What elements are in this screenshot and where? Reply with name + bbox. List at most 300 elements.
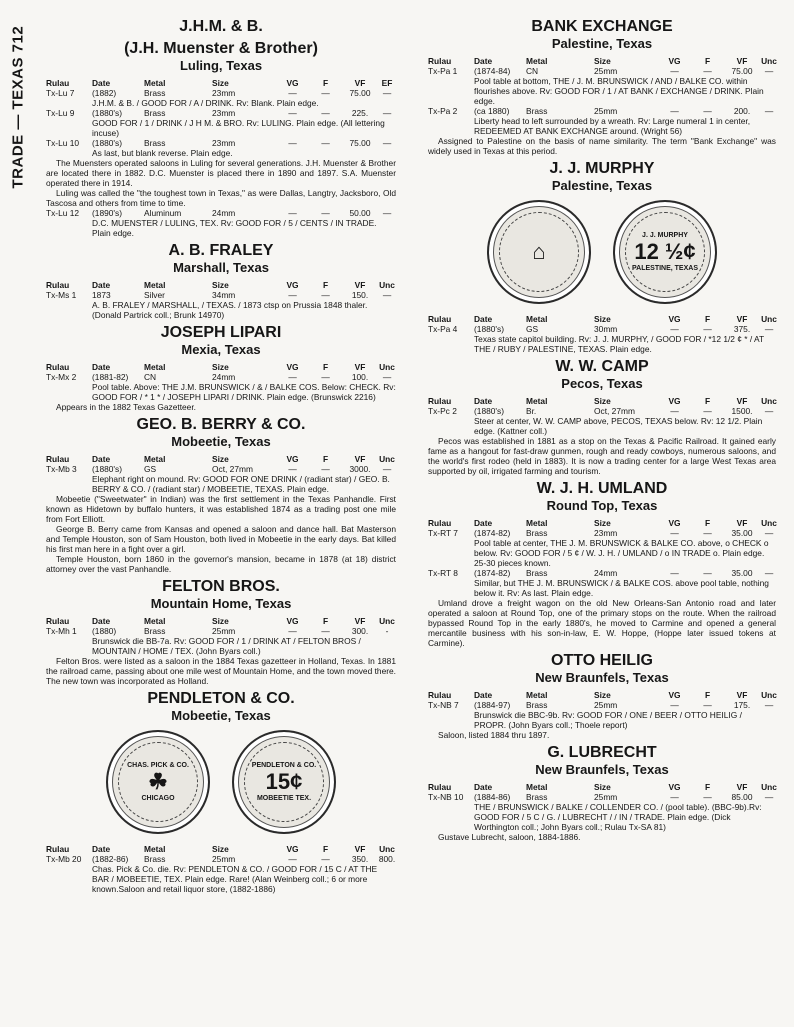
column-header: Metal (526, 396, 548, 406)
column-header: Date (92, 454, 111, 464)
table-cell: — (288, 464, 297, 474)
table-cell: 23mm (212, 108, 236, 118)
side-label (6, 25, 30, 200)
coin-legend-bottom: CHICAGO (141, 795, 175, 802)
column-header: VF (354, 362, 366, 372)
table-cell: — (288, 208, 297, 218)
column-header: VF (354, 844, 366, 854)
coin-rim (244, 742, 324, 822)
table-cell: Tx-Lu 7 (46, 88, 75, 98)
token-section (46, 323, 396, 412)
note-paragraph: Mobeetie ("Sweetwater" in Indian) was the first settlement in the Texas Panhandle. First known as Hidetown by buffalo hunters, it was established 1874 as a trading post one mile from Fort Elliott. (46, 494, 396, 524)
table-cell: — (321, 626, 330, 636)
token-description: D.C. MUENSTER / LULING, TEX. Rv: GOOD FOR / 5 / CENTS / IN TRADE. Plain edge. (92, 218, 377, 238)
table-cell: Tx-Lu 10 (46, 138, 80, 148)
table-cell: (ca 1880) (474, 106, 510, 116)
table-cell: Tx-Pa 4 (428, 324, 458, 334)
table-row (428, 106, 776, 116)
token-section (46, 689, 396, 894)
token-description: Chas. Pick & Co. die. Rv: PENDLETON & CO. / GOOD FOR / 15 C / AT THE BAR / MOBEETIE, TEX. Plain edge. Rare! (Alan Weinberg coll.; 6 or more known.Saloon and retail liquor store, (1882-1886) (92, 864, 378, 894)
table-cell: Tx-RT 7 (428, 528, 458, 538)
column-header: Unc (761, 56, 777, 66)
table-row (46, 108, 396, 118)
table-header (46, 362, 396, 372)
section-title: GEO. B. BERRY & CO. (136, 416, 306, 433)
table-cell: Brass (526, 106, 548, 116)
column-header: F (322, 844, 329, 854)
table-cell: Brass (144, 138, 166, 148)
table-row (428, 66, 776, 76)
table-cell: 34mm (212, 290, 236, 300)
token-description: Brunswick die BB-7a. Rv: GOOD FOR / 1 / DRINK AT / FELTON BROS / MOUNTAIN / HOME / TEX. (John Byars coll.) (92, 636, 361, 656)
coin-center: 12 ½¢ (634, 239, 696, 264)
table-row (428, 324, 776, 334)
table-row (428, 528, 776, 538)
table-cell: — (703, 324, 712, 334)
column-header: Date (474, 314, 493, 324)
column-header: VF (736, 314, 748, 324)
side-label-text: TRADE — TEXAS 712 (9, 25, 27, 189)
table-cell: — (670, 66, 679, 76)
token-images (428, 200, 776, 304)
column-header: VF (736, 396, 748, 406)
column-header: Size (212, 616, 229, 626)
column-header: Metal (144, 280, 166, 290)
table-cell: — (670, 106, 679, 116)
column-header: VF (736, 690, 748, 700)
table-cell: — (382, 138, 392, 148)
table-cell: 24mm (594, 568, 618, 578)
table-cell: Tx-Mb 3 (46, 464, 77, 474)
token-description: A. B. FRALEY / MARSHALL, / TEXAS. / 1873 ctsp on Prussia 1848 thaler. (Donald Partrick coll.; Brunk 14970) (92, 300, 368, 320)
table-row (46, 464, 396, 474)
section-location: Marshall, Texas (173, 260, 269, 275)
table-cell: Tx-Lu 12 (46, 208, 80, 218)
table-cell: (1882) (92, 88, 117, 98)
section-title: BANK EXCHANGE (531, 18, 673, 35)
column-header: Size (212, 844, 229, 854)
column-header: Size (212, 362, 229, 372)
column-header: Size (212, 454, 229, 464)
column-header: Size (212, 78, 229, 88)
table-row (46, 290, 396, 300)
note-paragraph: Saloon, listed 1884 thru 1897. (438, 730, 550, 740)
table-cell: (1881-82) (92, 372, 129, 382)
table-cell: 85.00 (731, 792, 753, 802)
column-header: Rulau (428, 56, 452, 66)
section-location: New Braunfels, Texas (535, 762, 669, 777)
table-cell: 24mm (212, 372, 236, 382)
table-cell: — (321, 208, 330, 218)
column-header: Date (474, 518, 493, 528)
table-cell: — (288, 138, 297, 148)
column-header: Date (92, 844, 111, 854)
column-header: Rulau (428, 314, 452, 324)
column-header: VG (286, 844, 299, 854)
section-title: W. J. H. UMLAND (536, 480, 668, 497)
column-header: VG (668, 396, 681, 406)
coin-center: 15¢ (265, 769, 303, 794)
table-header (428, 314, 776, 324)
table-row (46, 854, 396, 864)
section-title: W. W. CAMP (555, 358, 649, 375)
table-cell: (1880's) (92, 138, 122, 148)
table-cell: Silver (144, 290, 165, 300)
table-cell: 225. (351, 108, 369, 118)
table-cell: Tx-Mh 1 (46, 626, 77, 636)
column-header: Size (594, 56, 611, 66)
section-title: JOSEPH LIPARI (160, 324, 282, 341)
table-cell: — (321, 464, 330, 474)
table-cell: 25mm (212, 626, 236, 636)
column-header: Unc (379, 362, 395, 372)
table-cell: 23mm (212, 88, 236, 98)
table-cell: Oct, 27mm (212, 464, 253, 474)
table-header (46, 280, 396, 290)
column-header: Unc (379, 844, 395, 854)
table-cell: — (382, 464, 392, 474)
column-header: Metal (526, 782, 548, 792)
section-location: Mobeetie, Texas (171, 434, 271, 449)
note-paragraph: Felton Bros. were listed as a saloon in the 1884 Texas gazetteer in Holland, Texas. In 1881 the railroad came, passing about one mile west of Mountain Home, and the town moved there. The new town was incorporated as Holland. (46, 656, 396, 686)
table-cell: 25mm (594, 700, 618, 710)
table-cell: Tx-RT 8 (428, 568, 458, 578)
table-cell: 1500. (731, 406, 753, 416)
table-header (428, 56, 776, 66)
table-cell: Brass (526, 700, 548, 710)
table-cell: — (703, 700, 712, 710)
column-header: Metal (526, 314, 548, 324)
column-header: Unc (379, 454, 395, 464)
token-section (46, 241, 396, 320)
table-cell: CN (526, 66, 539, 76)
column-header: VF (736, 56, 748, 66)
column-header: VG (286, 78, 299, 88)
column-header: F (322, 78, 329, 88)
token-description: As last, but blank reverse. Plain edge. (92, 148, 233, 158)
note-paragraph: The Muensters operated saloons in Luling for several generations. J.H. Muenster & Brother are located there in 1882. D.C. Muenster is placed there in 1890 and 1897. S.A. Muenster operated there in 1914. (46, 158, 396, 188)
column-header: Unc (761, 314, 777, 324)
table-cell: Oct, 27mm (594, 406, 635, 416)
column-header: VG (286, 616, 299, 626)
table-cell: Tx-NB 7 (428, 700, 459, 710)
column-header: Unc (379, 280, 395, 290)
column-header: F (704, 690, 711, 700)
table-cell: — (703, 528, 712, 538)
token-section (428, 651, 776, 740)
table-row (46, 372, 396, 382)
coin-center: ☘ (148, 769, 168, 794)
column-header: VF (736, 518, 748, 528)
table-cell: GS (144, 464, 157, 474)
column-header: F (704, 518, 711, 528)
column-header: F (704, 314, 711, 324)
token-description: Pool table at center, THE J. M. BRUNSWICK & BALKE CO. above, o CHECK o below. Rv: GOOD FOR / 5 ¢ / W. J. H. / UMLAND / o IN TRADE o. Plain edge. 25-30 pieces known. (474, 538, 769, 568)
table-cell: — (703, 568, 712, 578)
token-section (428, 479, 776, 648)
column-header: Date (92, 616, 111, 626)
right-column (428, 14, 776, 845)
table-cell: 30mm (594, 324, 618, 334)
section-location: Palestine, Texas (551, 178, 653, 193)
column-header: Size (212, 280, 229, 290)
table-cell: 75.00 (731, 66, 753, 76)
table-cell: (1880) (92, 626, 117, 636)
token-description: Brunswick die BBC-9b. Rv: GOOD FOR / ONE / BEER / OTTO HEILIG / PROPR. (John Byars coll.; Thoele report) (474, 710, 742, 730)
column-header: F (322, 454, 329, 464)
column-header: Metal (144, 78, 166, 88)
table-cell: 75.00 (349, 88, 371, 98)
table-cell: — (288, 108, 297, 118)
table-cell: — (764, 324, 774, 334)
column-header: EF (381, 78, 393, 88)
table-cell: — (703, 66, 712, 76)
section-location: Pecos, Texas (561, 376, 643, 391)
table-cell: 23mm (212, 138, 236, 148)
table-cell: — (382, 290, 392, 300)
table-cell: 35.00 (731, 528, 753, 538)
note-paragraph: Luling was called the "the toughest town in Texas," as were Dallas, Langtry, Jacksboro, Old Tascosa and others from time to time. (46, 188, 396, 208)
column-header: Date (92, 280, 111, 290)
section-location: Round Top, Texas (546, 498, 658, 513)
section-title: J.H.M. & B. (179, 18, 263, 35)
table-cell: Tx-NB 10 (428, 792, 464, 802)
section-title: A. B. FRALEY (168, 242, 274, 259)
coin-rim (118, 742, 198, 822)
table-header (46, 616, 396, 626)
column-header: VG (668, 518, 681, 528)
column-header: VG (668, 314, 681, 324)
token-description: Texas state capitol building. Rv: J. J. MURPHY, / GOOD FOR / *12 1/2 ¢ * / AT THE / RUBY / PALESTINE, TEXAS. Plain edge. (474, 334, 764, 354)
token-section (428, 357, 776, 476)
token-section (46, 577, 396, 686)
column-header: VG (668, 690, 681, 700)
table-cell: (1874-82) (474, 568, 511, 578)
column-header: Rulau (46, 454, 70, 464)
table-cell: — (703, 106, 712, 116)
column-header: Rulau (428, 396, 452, 406)
column-header: VG (286, 280, 299, 290)
token-description: Pool table at bottom, THE / J. M. BRUNSWICK / AND / BALKE CO. within flourishes above. Rv: GOOD FOR / 1 / AT BANK / EXCHANGE / DRINK. Plain edge. (474, 76, 764, 106)
table-cell: 35.00 (731, 568, 753, 578)
table-cell: — (382, 108, 392, 118)
column-header: Rulau (428, 782, 452, 792)
table-cell: — (703, 406, 712, 416)
column-header: Metal (144, 616, 166, 626)
table-cell: Brass (144, 626, 166, 636)
table-cell: Brass (144, 108, 166, 118)
table-cell: — (382, 372, 392, 382)
table-header (46, 844, 396, 854)
column-header: Date (474, 396, 493, 406)
table-cell: (1874-82) (474, 528, 511, 538)
column-header: VF (736, 782, 748, 792)
table-cell: Brass (526, 792, 548, 802)
table-cell: — (670, 700, 679, 710)
token-section (428, 17, 776, 156)
table-cell: — (321, 854, 330, 864)
table-row (428, 406, 776, 416)
table-row (46, 208, 396, 218)
table-cell: Tx-Lu 9 (46, 108, 75, 118)
column-header: F (704, 782, 711, 792)
column-header: Date (92, 362, 111, 372)
table-cell: 175. (733, 700, 751, 710)
table-cell: 800. (378, 854, 396, 864)
table-cell: — (321, 138, 330, 148)
token-section (46, 17, 396, 238)
token-description: J.H.M. & B. / GOOD FOR / A / DRINK. Rv: Blank. Plain edge. (92, 98, 319, 108)
section-title: J. J. MURPHY (549, 160, 655, 177)
section-title: PENDLETON & CO. (147, 690, 295, 707)
section-location: Palestine, Texas (551, 36, 653, 51)
table-cell: - (385, 626, 389, 636)
table-cell: — (670, 568, 679, 578)
table-cell: 375. (733, 324, 751, 334)
token-description: Similar, but THE J. M. BRUNSWICK / & BALKE COS. above pool table, nothing below it. Rv: As last. Plain edge. (474, 578, 769, 598)
section-location: Luling, Texas (179, 58, 263, 73)
left-column (46, 14, 396, 897)
table-cell: — (321, 372, 330, 382)
column-header: VG (286, 454, 299, 464)
table-cell: 200. (733, 106, 751, 116)
column-header: Rulau (46, 362, 70, 372)
table-cell: — (764, 792, 774, 802)
table-row (46, 88, 396, 98)
token-description: Liberty head to left surrounded by a wreath. Rv: Large numeral 1 in center, REDEEMED AT BANK EXCHANGE around. (Wright 56) (474, 116, 751, 136)
column-header: Size (594, 396, 611, 406)
note-paragraph: Umland drove a freight wagon on the old New Orleans-San Antonio road and later operated a saloon at Round Top, one of the primary stops on the route. When the railroad bypassed Round Top in the early 1880's, he moved to Carmine and opened a general mercantile business with his son-in-law, E. W. Hoppe, (Hoppe later issued tokens at Carmine). (428, 598, 776, 648)
table-cell: Br. (526, 406, 537, 416)
column-header: Metal (526, 56, 548, 66)
table-cell: (1880's) (474, 324, 504, 334)
table-row (428, 568, 776, 578)
table-cell: Tx-Mx 2 (46, 372, 77, 382)
section-location: Mobeetie, Texas (171, 708, 271, 723)
token-coin-image (487, 200, 591, 304)
table-header (428, 782, 776, 792)
table-header (428, 518, 776, 528)
column-header: VG (668, 56, 681, 66)
table-cell: 24mm (212, 208, 236, 218)
column-header: Rulau (46, 844, 70, 854)
token-coin-image (613, 200, 717, 304)
column-header: Unc (761, 396, 777, 406)
column-header: Unc (379, 616, 395, 626)
table-cell: Brass (144, 88, 166, 98)
table-cell: 3000. (349, 464, 371, 474)
table-cell: Brass (526, 568, 548, 578)
section-location: Mexia, Texas (181, 342, 261, 357)
table-cell: Tx-Pc 2 (428, 406, 457, 416)
column-header: F (322, 280, 329, 290)
table-cell: (1874-84) (474, 66, 511, 76)
table-cell: 150. (351, 290, 369, 300)
table-row (428, 700, 776, 710)
table-cell: (1882-86) (92, 854, 129, 864)
note-paragraph: Temple Houston, born 1860 in the governor's mansion, became in 1878 (at 18) district attorney over the vast Panhandle. (46, 554, 396, 574)
token-description: Steer at center, W. W. CAMP above, PECOS, TEXAS below. Rv: 12 1/2. Plain edge. (Kattner coll.) (474, 416, 763, 436)
section-title: FELTON BROS. (162, 578, 280, 595)
table-cell: Brass (144, 854, 166, 864)
table-cell: — (288, 88, 297, 98)
table-cell: — (764, 406, 774, 416)
coin-rim (625, 212, 705, 292)
note-paragraph: Gustave Lubrecht, saloon, 1884-1886. (438, 832, 581, 842)
table-header (428, 396, 776, 406)
column-header: Rulau (428, 690, 452, 700)
column-header: Rulau (46, 78, 70, 88)
column-header: Size (594, 690, 611, 700)
table-cell: — (670, 324, 679, 334)
table-cell: 23mm (594, 528, 618, 538)
column-header: VF (354, 78, 366, 88)
table-cell: GS (526, 324, 539, 334)
column-header: VG (668, 782, 681, 792)
table-cell: Tx-Pa 2 (428, 106, 458, 116)
table-cell: — (321, 88, 330, 98)
coin-legend-top: PENDLETON & CO. (251, 762, 317, 769)
column-header: Metal (526, 690, 548, 700)
table-cell: — (764, 528, 774, 538)
section-title-alt: (J.H. Muenster & Brother) (124, 40, 318, 57)
table-cell: — (764, 66, 774, 76)
table-cell: Tx-Ms 1 (46, 290, 77, 300)
column-header: Unc (761, 782, 777, 792)
column-header: Unc (761, 518, 777, 528)
column-header: Rulau (46, 280, 70, 290)
table-cell: Brass (526, 528, 548, 538)
coin-center: ⌂ (532, 239, 546, 264)
column-header: Date (474, 690, 493, 700)
table-cell: — (321, 290, 330, 300)
coin-rim (499, 212, 579, 292)
table-cell: — (670, 406, 679, 416)
column-header: Rulau (428, 518, 452, 528)
column-header: VG (286, 362, 299, 372)
token-section (428, 743, 776, 842)
table-cell: 300. (351, 626, 369, 636)
column-header: Rulau (46, 616, 70, 626)
token-coin-image (232, 730, 336, 834)
table-cell: — (764, 700, 774, 710)
note-paragraph: Appears in the 1882 Texas Gazetteer. (56, 402, 196, 412)
section-location: New Braunfels, Texas (535, 670, 669, 685)
table-header (46, 78, 396, 88)
table-cell: — (382, 208, 392, 218)
note-paragraph: Pecos was established in 1881 as a stop on the Texas & Pacific Railroad. It gained early fame as a hangout for fast-draw gunmen, rough and ready cowboys, numerous saloons, and the world's first rodeo (held in 1883). It is now a trading center for a large West Texas area supported by oil, irrigated farming and tourism. (428, 436, 776, 476)
token-section (46, 415, 396, 574)
token-images (46, 730, 396, 834)
column-header: F (322, 616, 329, 626)
table-header (428, 690, 776, 700)
token-coin-image (106, 730, 210, 834)
token-description: Elephant right on mound. Rv: GOOD FOR ONE DRINK / (radiant star) / GEO. B. BERRY & CO. / (radiant star) / MOBEETIE, TEXAS. Plain edge. (92, 474, 390, 494)
table-cell: — (764, 106, 774, 116)
note-paragraph: Assigned to Palestine on the basis of name similarity. The term "Bank Exchange" was widely used in Texas at this period. (428, 136, 776, 156)
column-header: Date (92, 78, 111, 88)
section-location: Mountain Home, Texas (150, 596, 292, 611)
table-cell: 25mm (594, 66, 618, 76)
coin-legend-top: CHAS. PICK & CO. (127, 762, 189, 769)
table-cell: — (764, 568, 774, 578)
coin-legend-bottom: MOBEETIE TEX. (256, 795, 312, 802)
note-paragraph: George B. Berry came from Kansas and opened a saloon and dance hall. Bat Masterson and Temple Houston, son of Sam Houston, both lived in Mobeetie in the early days. Bat killed his first man here in a fight over a girl. (46, 524, 396, 554)
token-section (428, 159, 776, 354)
table-cell: (1880's) (474, 406, 504, 416)
table-cell: 25mm (594, 792, 618, 802)
table-cell: 25mm (594, 106, 618, 116)
